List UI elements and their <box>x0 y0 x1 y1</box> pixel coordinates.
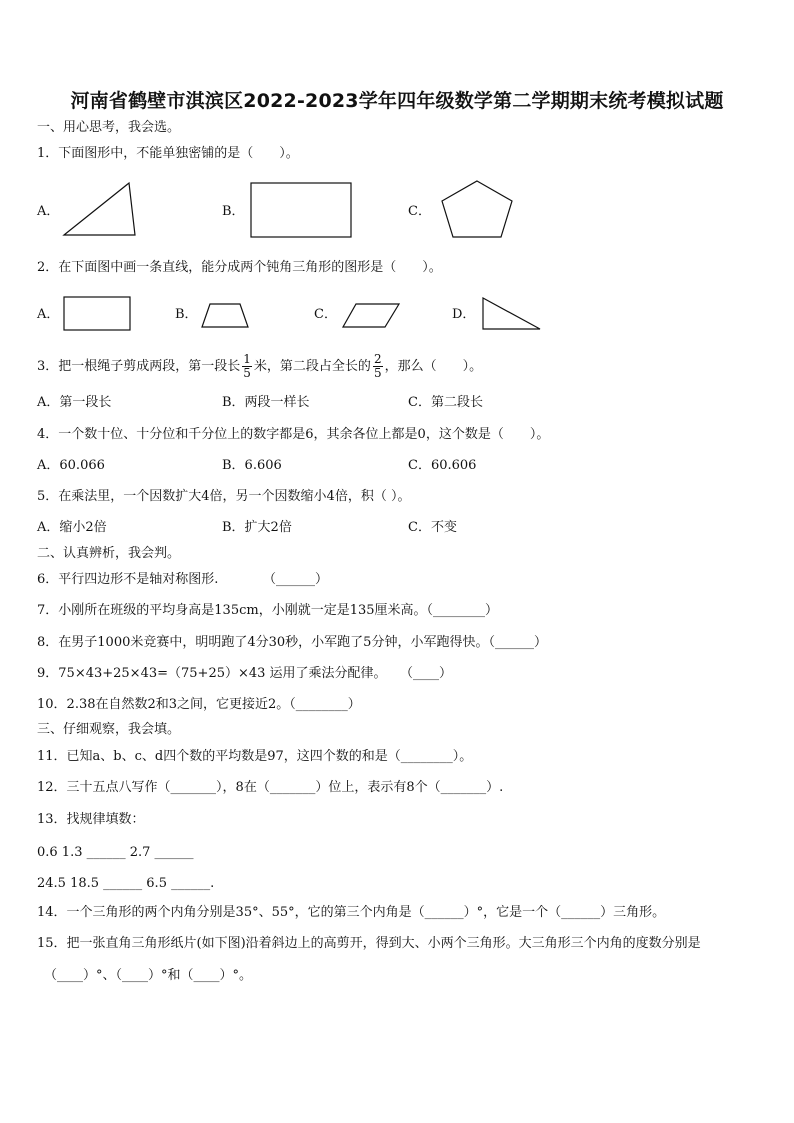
question-15: 15．把一张直角三角形纸片(如下图)沿着斜边上的高剪开，得到大、小两个三角形。大三角形三个内角的度数分别是 <box>37 936 701 951</box>
q3-text-mid: 米，第二段占全长的 <box>253 359 371 374</box>
question-3 <box>37 348 482 386</box>
question-11: 11．已知a、b、c、d四个数的平均数是97，这四个数的和是（________）。 <box>37 749 473 764</box>
question-12: 12．三十五点八写作（_______），8在（_______）位上，表示有8个（_______）. <box>37 780 504 795</box>
section-heading-3: 三、仔细观察，我会填。 <box>37 722 181 737</box>
q13-sequence-1: 0.6 1.3 ______ 2.7 ______ <box>37 845 194 860</box>
question-2: 2．在下面图中画一条直线，能分成两个钝角三角形的图形是（ ）。 <box>37 260 442 275</box>
q1-pentagon-shape <box>440 179 514 239</box>
q6-answer-blank[interactable]: （______） <box>263 572 329 587</box>
question-14: 14．一个三角形的两个内角分别是35°、55°，它的第三个内角是（______）°，它是一个（______）三角形。 <box>37 905 666 920</box>
q1-rectangle-shape <box>250 182 352 238</box>
q2-label-d: D． <box>452 307 476 322</box>
question-10: 10．2.38在自然数2和3之间，它更接近2。（________） <box>37 697 361 712</box>
q1-label-b: B． <box>222 204 245 219</box>
q13-sequence-2: 24.5 18.5 ______ 6.5 ______. <box>37 876 215 891</box>
section-heading-2: 二、认真辨析，我会判。 <box>37 546 181 561</box>
q3-text-post: ，那么（ ）。 <box>384 359 483 374</box>
section-heading-1: 一、用心思考，我会选。 <box>37 120 181 135</box>
q3-option-b: B．两段一样长 <box>222 395 310 410</box>
q4-option-a: A．60.066 <box>37 458 105 473</box>
question-5: 5．在乘法里，一个因数扩大4倍，另一个因数缩小4倍，积（ ）。 <box>37 489 411 504</box>
q9-answer-blank[interactable]: （____） <box>400 666 453 681</box>
q3-fraction-1-denominator: 5 <box>243 366 251 380</box>
q3-text-pre: 3．把一根绳子剪成两段，第一段长 <box>37 359 241 374</box>
question-8: 8．在男子1000米竞赛中，明明跑了4分30秒，小军跑了5分钟，小军跑得快。（______） <box>37 635 547 650</box>
q2-rectangle-shape <box>63 296 131 332</box>
q3-fraction-2-denominator: 5 <box>373 366 382 380</box>
q2-label-c: C． <box>314 307 337 322</box>
q5-option-b: B．扩大2倍 <box>222 520 292 535</box>
q3-fraction-2 <box>373 353 383 380</box>
q3-fraction-1 <box>242 353 252 380</box>
q5-option-c: C．不变 <box>408 520 457 535</box>
q2-right-triangle-shape <box>481 296 543 332</box>
question-6: 6．平行四边形不是轴对称图形. <box>37 572 219 587</box>
q2-label-b: B． <box>175 307 198 322</box>
q1-label-c: C． <box>408 204 431 219</box>
q2-trapezoid-shape <box>200 303 250 329</box>
q3-option-a: A．第一段长 <box>37 395 112 410</box>
q1-triangle-shape <box>62 181 138 237</box>
q2-label-a: A． <box>37 307 60 322</box>
q3-fraction-2-numerator: 2 <box>373 352 382 366</box>
question-7: 7．小刚所在班级的平均身高是135cm，小刚就一定是135厘米高。（________） <box>37 603 499 618</box>
q3-option-c: C．第二段长 <box>408 395 483 410</box>
question-15-answers: （____）°、（____）°和（____）°。 <box>44 968 253 983</box>
question-13: 13．找规律填数： <box>37 812 145 827</box>
q3-fraction-1-numerator: 1 <box>243 352 251 366</box>
question-9: 9．75×43+25×43=（75+25）×43 运用了乘法分配律。 <box>37 666 387 681</box>
page-title: 河南省鹤壁市淇滨区2022-2023学年四年级数学第二学期期末统考模拟试题 <box>70 90 724 112</box>
q4-option-b: B．6.606 <box>222 458 282 473</box>
question-4: 4．一个数十位、十分位和千分位上的数字都是6，其余各位上都是0，这个数是（ ）。 <box>37 427 550 442</box>
q5-option-a: A．缩小2倍 <box>37 520 107 535</box>
q1-label-a: A． <box>37 204 60 219</box>
question-1: 1．下面图形中，不能单独密铺的是（ ）。 <box>37 146 299 161</box>
q2-parallelogram-shape <box>341 303 401 329</box>
q4-option-c: C．60.606 <box>408 458 477 473</box>
